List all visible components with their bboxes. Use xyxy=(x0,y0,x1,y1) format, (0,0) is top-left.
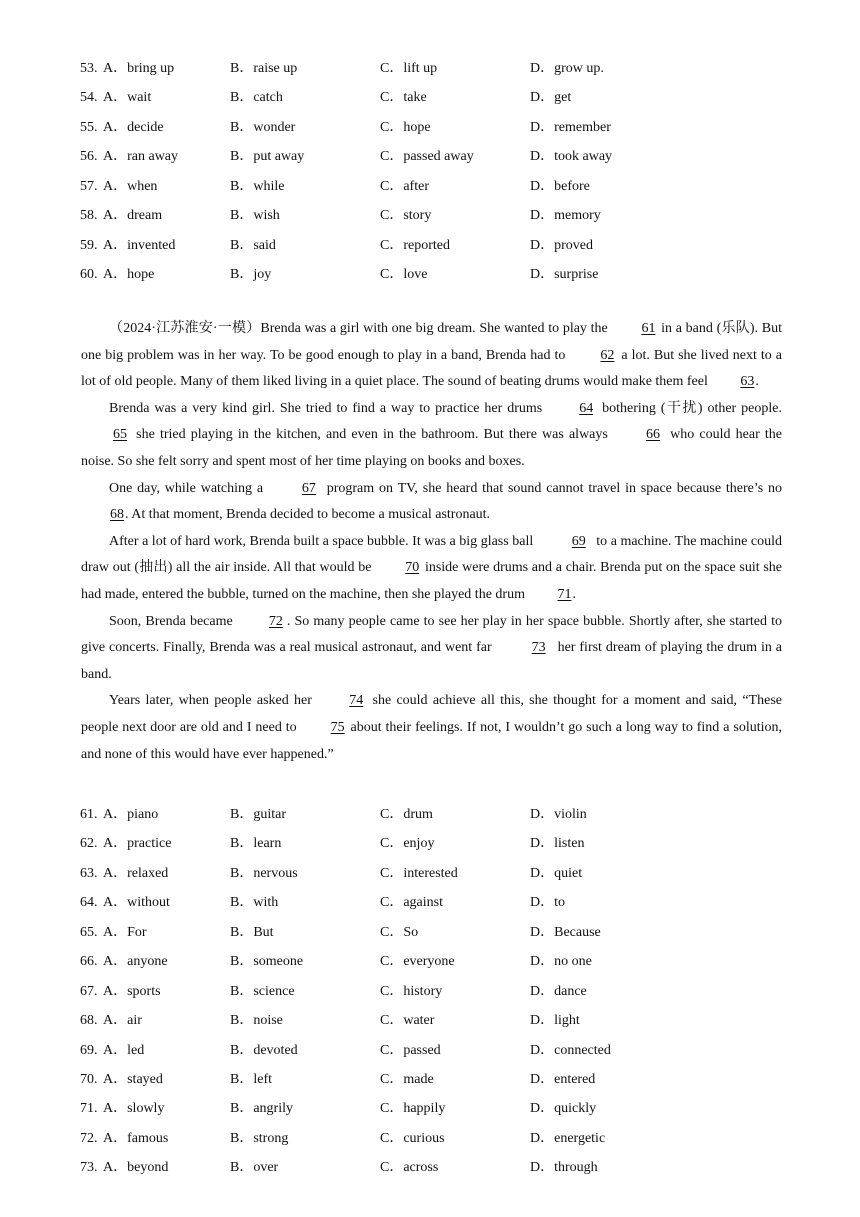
option-a: A．practice xyxy=(103,836,172,852)
option-a: A．beyond xyxy=(103,1160,169,1176)
option-b: B．learn xyxy=(230,836,282,852)
option-c: C．story xyxy=(380,208,432,224)
option-c: C．against xyxy=(380,895,443,911)
passage-text: Soon, Brenda became xyxy=(109,613,237,629)
option-b: B．strong xyxy=(230,1130,289,1146)
option-d: D．quickly xyxy=(530,1101,597,1117)
option-a: A．famous xyxy=(103,1130,169,1146)
option-c: C．love xyxy=(380,267,428,283)
question-number: 57. xyxy=(80,178,98,194)
question-number: 62. xyxy=(80,836,98,852)
passage-text: Years later, when people asked her xyxy=(109,693,318,709)
blank-69: 69 xyxy=(571,533,586,549)
option-c: C．across xyxy=(380,1160,439,1176)
option-c: C．everyone xyxy=(380,954,455,970)
option-a: A．relaxed xyxy=(103,865,169,881)
option-a: A．when xyxy=(103,178,158,194)
passage-text: One day, while watching a xyxy=(109,480,268,496)
passage-paragraph-5 xyxy=(81,609,782,689)
question-number: 60. xyxy=(80,267,98,283)
option-b: B．wish xyxy=(230,208,280,224)
passage-text: . At that moment, Brenda decided to become a musical astronaut. xyxy=(125,507,491,523)
cloze-passage xyxy=(81,316,782,768)
option-c: C．curious xyxy=(380,1130,445,1146)
option-a: A．slowly xyxy=(103,1101,165,1117)
passage-text: inside were drums and a chair. Brenda put on the space suit she had made, entered the bubble, turned on the machine, then she played the drum xyxy=(81,560,783,602)
option-c: C．happily xyxy=(380,1101,446,1117)
option-b: B．over xyxy=(230,1160,279,1176)
option-a: A．ran away xyxy=(103,149,179,165)
option-d: D．grow up. xyxy=(530,61,604,76)
blank-70: 70 xyxy=(405,560,420,576)
option-a: A．hope xyxy=(103,267,155,283)
option-b: B．devoted xyxy=(230,1042,298,1058)
blank-67: 67 xyxy=(301,480,316,496)
question-number: 67. xyxy=(80,983,98,999)
option-d: D．energetic xyxy=(530,1130,606,1146)
question-number: 55. xyxy=(80,119,98,135)
option-d: D．before xyxy=(530,178,590,194)
option-c: C．passed xyxy=(380,1042,441,1058)
option-c: C．So xyxy=(380,924,419,940)
option-d: D．proved xyxy=(530,237,593,253)
option-d: D．quiet xyxy=(530,865,583,881)
passage-text: she could achieve all this, she thought for a moment and said, “These people next door are old and I need to xyxy=(81,693,782,735)
option-a: A．For xyxy=(103,924,147,940)
option-d: D．Because xyxy=(530,924,601,940)
blank-72: 72 xyxy=(268,613,283,629)
option-a: A．led xyxy=(103,1042,145,1058)
question-number: 61. xyxy=(80,807,98,822)
passage-text: she tried playing in the kitchen, and even in the bathroom. But there was always xyxy=(131,427,613,443)
passage-text: （2024·江苏淮安·一模）Brenda was a girl with one big dream. She wanted to play the xyxy=(109,321,612,336)
option-c: C．drum xyxy=(380,807,433,822)
option-b: B．joy xyxy=(230,267,272,283)
option-b: B．someone xyxy=(230,954,304,970)
option-c: C．history xyxy=(380,983,443,999)
option-c: C．after xyxy=(380,178,429,194)
blank-66: 66 xyxy=(646,427,660,443)
option-b: B．raise up xyxy=(230,61,298,76)
question-number: 65. xyxy=(80,924,98,940)
passage-text: bothering (干扰) other people. xyxy=(597,400,782,416)
question-number: 56. xyxy=(80,149,98,165)
option-b: B．science xyxy=(230,983,295,999)
option-b: B．wonder xyxy=(230,119,296,135)
option-b: B．with xyxy=(230,895,279,911)
option-d: D．through xyxy=(530,1160,598,1176)
passage-paragraph-4 xyxy=(81,529,782,609)
option-c: C．hope xyxy=(380,119,431,135)
blank-75: 75 xyxy=(330,719,345,735)
passage-text: . xyxy=(572,586,576,602)
option-b: B．put away xyxy=(230,149,305,165)
option-a: A．wait xyxy=(103,90,152,106)
question-number: 53. xyxy=(80,61,98,76)
question-number: 68. xyxy=(80,1013,98,1029)
option-d: D．to xyxy=(530,895,565,911)
option-b: B．left xyxy=(230,1071,272,1087)
passage-text: in a band (乐队). But one big problem was in her way. To be good enough to play in a band, Brenda had to xyxy=(81,321,782,363)
blank-73: 73 xyxy=(531,640,546,656)
option-d: D．connected xyxy=(530,1042,611,1058)
blank-65: 65 xyxy=(113,427,127,443)
passage-paragraph-3 xyxy=(81,476,782,529)
question-number: 69. xyxy=(80,1042,98,1058)
question-number: 66. xyxy=(80,954,98,970)
option-a: A．invented xyxy=(103,237,176,253)
option-d: D．surprise xyxy=(530,267,599,283)
blank-71: 71 xyxy=(557,586,572,602)
option-a: A．anyone xyxy=(103,954,168,970)
passage-paragraph-6 xyxy=(81,688,782,768)
option-a: A．decide xyxy=(103,119,164,135)
option-b: B．angrily xyxy=(230,1101,293,1117)
passage-text: who could hear the noise. So she felt sorry and spent most of her time playing on books and boxes. xyxy=(81,427,782,469)
option-c: C．passed away xyxy=(380,149,474,165)
passage-text: . So many people came to see her play in her space bubble. Shortly after, she started to give concerts. Finally, Brenda was a real musical astronaut, and went far xyxy=(81,613,782,656)
option-d: D．remember xyxy=(530,119,611,135)
option-b: B．catch xyxy=(230,90,283,106)
option-b: B．said xyxy=(230,237,276,253)
blank-62: 62 xyxy=(600,347,615,363)
option-a: A．bring up xyxy=(103,61,175,76)
option-c: C．take xyxy=(380,90,427,106)
option-d: D．no one xyxy=(530,954,592,970)
option-c: C．lift up xyxy=(380,61,438,76)
question-number: 71. xyxy=(80,1101,98,1117)
option-a: A．dream xyxy=(103,208,163,224)
passage-paragraph-2 xyxy=(81,396,782,476)
option-d: D．entered xyxy=(530,1071,596,1087)
option-d: D．dance xyxy=(530,983,587,999)
option-d: D．listen xyxy=(530,836,585,852)
passage-text: After a lot of hard work, Brenda built a space bubble. It was a big glass ball xyxy=(109,533,537,549)
question-number: 72. xyxy=(80,1130,98,1146)
option-d: D．violin xyxy=(530,807,587,822)
question-number: 59. xyxy=(80,237,98,253)
blank-64: 64 xyxy=(579,400,594,416)
blank-63: 63 xyxy=(740,374,755,390)
question-number: 64. xyxy=(80,895,98,911)
option-b: B．while xyxy=(230,178,285,194)
passage-text: to a machine. The machine could draw out (抽出) all the air inside. All that would be xyxy=(81,533,782,576)
passage-text: program on TV, she heard that sound cannot travel in space because there’s no xyxy=(321,480,783,496)
option-a: A．sports xyxy=(103,983,161,999)
blank-61: 61 xyxy=(641,321,656,336)
passage-text: . xyxy=(755,374,759,390)
option-a: A．air xyxy=(103,1013,142,1029)
option-d: D．took away xyxy=(530,149,613,165)
option-d: D．memory xyxy=(530,208,601,224)
passage-paragraph-1 xyxy=(81,316,782,396)
question-number: 63. xyxy=(80,865,98,881)
option-d: D．get xyxy=(530,90,572,106)
blank-74: 74 xyxy=(349,693,364,709)
option-b: B．But xyxy=(230,924,274,940)
option-c: C．interested xyxy=(380,865,458,881)
option-b: B．nervous xyxy=(230,865,298,881)
option-a: A．stayed xyxy=(103,1071,163,1087)
option-c: C．made xyxy=(380,1071,434,1087)
passage-text: her first dream of playing the drum in a band. xyxy=(81,640,782,682)
question-number: 58. xyxy=(80,208,98,224)
question-number: 73. xyxy=(80,1160,98,1176)
option-b: B．noise xyxy=(230,1013,283,1029)
option-d: D．light xyxy=(530,1013,580,1029)
option-b: B．guitar xyxy=(230,807,286,822)
option-c: C．enjoy xyxy=(380,836,435,852)
blank-68: 68 xyxy=(110,507,124,523)
passage-text: Brenda was a very kind girl. She tried to find a way to practice her drums xyxy=(109,400,548,416)
passage-text: about their feelings. If not, I wouldn’t go such a long way to find a solution, and none of this would have ever happened.” xyxy=(81,719,782,762)
passage-text: a lot. But she lived next to a lot of old people. Many of them liked living in a quiet place. The sound of beating drums would make them feel xyxy=(81,347,782,390)
option-c: C．reported xyxy=(380,237,450,253)
question-number: 70. xyxy=(80,1071,98,1087)
option-c: C．water xyxy=(380,1013,435,1029)
option-a: A．piano xyxy=(103,807,159,822)
option-a: A．without xyxy=(103,895,170,911)
question-number: 54. xyxy=(80,90,98,106)
